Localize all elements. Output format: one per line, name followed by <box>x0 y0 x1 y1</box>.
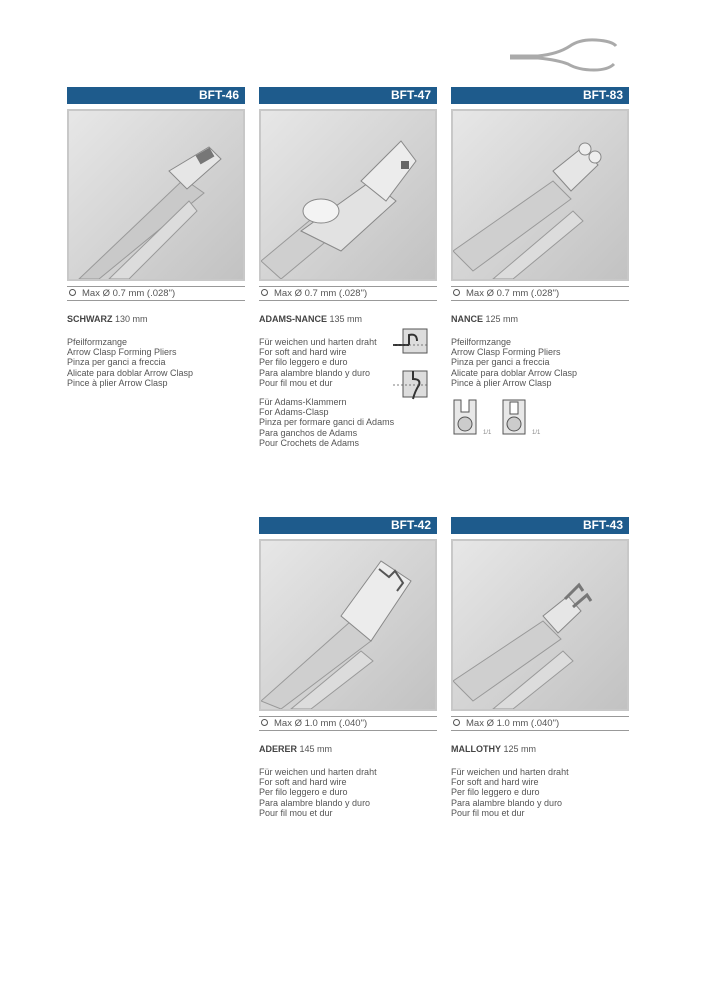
wire-bend-icon <box>393 327 431 357</box>
max-wire-spec: Max Ø 0.7 mm (.028") <box>67 286 245 301</box>
max-wire-spec: Max Ø 0.7 mm (.028") <box>451 286 629 301</box>
product-name: ADAMS-NANCE 135 mm <box>259 314 363 324</box>
product-description: Pfeilformzange Arrow Clasp Forming Pliers Pinza per ganci a freccia Alicate para doblar Arrow Clasp Pince à plier Arrow Clasp <box>451 337 578 388</box>
product-code: BFT-47 <box>259 87 437 104</box>
bullet-circle-icon <box>69 289 76 296</box>
bullet-circle-icon <box>453 289 460 296</box>
product-code: BFT-43 <box>451 517 629 534</box>
product-description: Pfeilformzange Arrow Clasp Forming Pliers Pinza per ganci a freccia Alicate para doblar Arrow Clasp Pince à plier Arrow Clasp <box>67 337 194 388</box>
product-card-bft-46 <box>67 87 245 388</box>
max-wire-spec: Max Ø 1.0 mm (.040") <box>451 716 629 731</box>
bullet-circle-icon <box>453 719 460 726</box>
scale-label: 1/1 <box>532 430 541 436</box>
product-code: BFT-42 <box>259 517 437 534</box>
adams-clasp-icon <box>393 369 431 401</box>
bullet-circle-icon <box>261 289 268 296</box>
product-name: ADERER 145 mm <box>259 744 333 754</box>
product-card-bft-83 <box>451 87 629 388</box>
product-photo <box>451 109 629 281</box>
product-description: Für weichen und harten draht For soft and hard wire Per filo leggero e duro Para alambre blando y duro Pour fil mou et dur <box>451 767 569 818</box>
product-code: BFT-83 <box>451 87 629 104</box>
scale-label: 1/1 <box>483 430 492 436</box>
product-photo <box>451 539 629 711</box>
product-card-bft-43 <box>451 517 629 818</box>
plier-tip-icon <box>451 398 479 438</box>
product-description: Für weichen und harten draht For soft and hard wire Per filo leggero e duro Para alambre blando y duro Pour fil mou et dur <box>259 767 377 818</box>
plier-tip-icon <box>500 398 528 438</box>
max-wire-spec: Max Ø 1.0 mm (.040") <box>259 716 437 731</box>
product-name: MALLOTHY 125 mm <box>451 744 537 754</box>
product-description-adams: Für Adams-Klammern For Adams-Clasp Pinza per formare ganci di Adams Para ganchos de Adams Pour Crochets de Adams <box>259 397 395 448</box>
product-photo <box>259 109 437 281</box>
product-card-bft-42 <box>259 517 437 818</box>
product-photo <box>259 539 437 711</box>
product-photo <box>67 109 245 281</box>
product-description: Für weichen und harten draht For soft and hard wire Per filo leggero e duro Para alambre blando y duro Pour fil mou et dur <box>259 337 377 388</box>
pliers-outline-icon <box>508 34 618 74</box>
product-code: BFT-46 <box>67 87 245 104</box>
product-name: NANCE 125 mm <box>451 314 519 324</box>
bullet-circle-icon <box>261 719 268 726</box>
product-name: SCHWARZ 130 mm <box>67 314 148 324</box>
max-wire-spec: Max Ø 0.7 mm (.028") <box>259 286 437 301</box>
